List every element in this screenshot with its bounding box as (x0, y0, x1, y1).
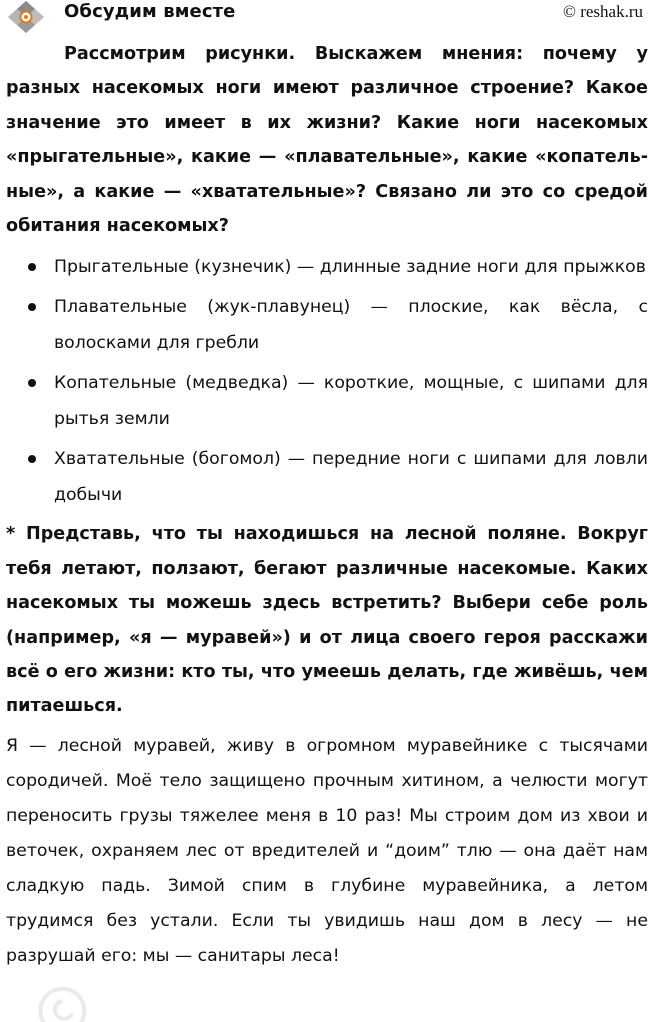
section-logo-icon (6, 0, 46, 34)
list-item-text: Прыгательные (кузнечик) — длинные задние ноги для прыжков (54, 257, 646, 278)
list-item-text: Плавательные (жук-плавунец) — плоские, как вёсла, с волосками для гребли (54, 297, 648, 354)
task-question: Рассмотрим рисунки. Выскажем мнения: почему у разных насекомых ноги имеют различное строение? Какое значение это имеет в их жизни? Какие ноги насекомых «прыгательные», какие — «плавательные», какие «копатель-ные», а какие — «хватательные»? Связано ли это со средой обитания насекомых? (6, 44, 648, 237)
bullet-icon (28, 379, 36, 387)
bullet-icon (28, 303, 36, 311)
list-item (6, 289, 648, 361)
list-item (6, 365, 648, 437)
section-title: Обсудим вместе (64, 1, 236, 22)
copyright-label[interactable]: © reshak.ru (563, 2, 643, 21)
bullet-icon (28, 263, 36, 271)
bullet-icon (28, 455, 36, 463)
answer-bullet-list (6, 249, 648, 513)
header (0, 0, 649, 34)
task-creative: * Представь, что ты находишься на лесной поляне. Вокруг тебя летают, ползают, бегают различные насекомые. Каких насекомых ты можешь здесь встретить? Выбери себе роль (например, «я — муравей») и от лица своего героя расскажи всё о его жизни: кто ты, что умеешь делать, где живёшь, чем питаешься. (6, 524, 648, 717)
list-item (6, 441, 648, 513)
list-item (6, 249, 648, 285)
answer-story: Я — лесной муравей, живу в огромном муравейнике с тысячами сородичей. Моё тело защищено прочным хитином, а челюсти могут переносить грузы тяжелее меня в 10 раз! Мы строим дом из хвои и веточек, охраняем лес от вредителей и “доим” тлю — она даёт нам сладкую падь. Зимой спим в глубине муравейника, а летом трудимся без устали. Если ты увидишь наш дом в лесу — не разрушай его: мы — санитары леса! (6, 735, 648, 966)
content (6, 37, 648, 974)
list-item-text: Копательные (медведка) — короткие, мощные, с шипами для рытья земли (54, 373, 648, 430)
list-item-text: Хватательные (богомол) — передние ноги с шипами для ловли добычи (54, 449, 648, 506)
